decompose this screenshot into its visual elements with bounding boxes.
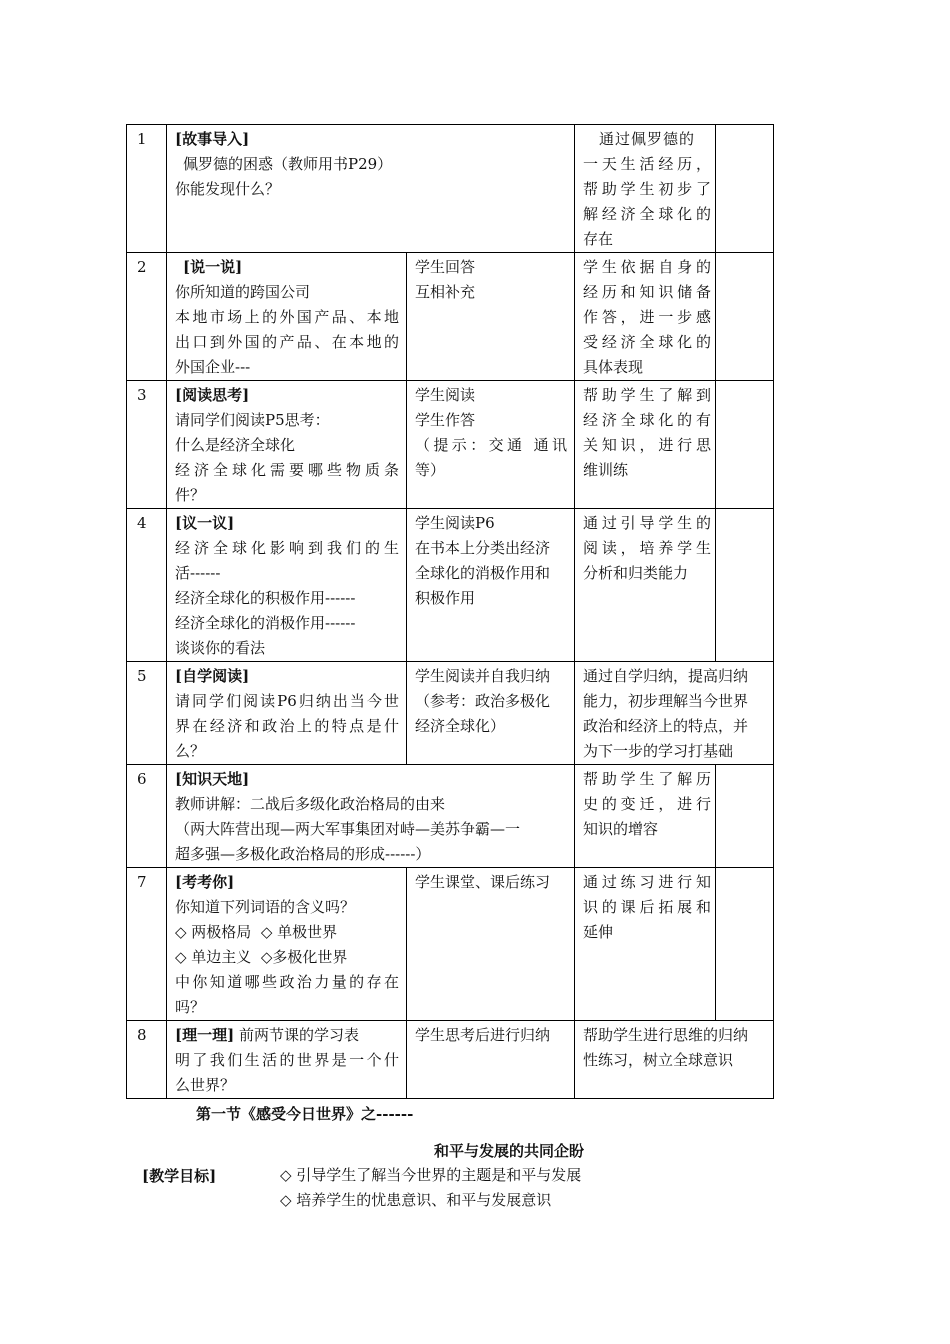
purpose-line: 具体表现: [583, 358, 644, 376]
purpose-cell: [575, 125, 716, 253]
content-line: 超多强—多极化政治格局的形成------）: [175, 845, 431, 863]
content-line: ◇ 两极格局 ◇ 单极世界: [175, 923, 338, 941]
content-cell: [167, 868, 407, 1021]
content-cell: [167, 125, 575, 253]
table-row: [127, 765, 774, 868]
purpose-line: 通过佩罗德的: [599, 130, 696, 148]
row-number: 1: [127, 125, 167, 253]
purpose-line: 性练习，树立全球意识: [583, 1051, 734, 1069]
content-line: 中你知道哪些政治力量的存在: [175, 973, 399, 991]
empty-cell: [716, 253, 774, 381]
content-line: 经济全球化的积极作用------: [175, 589, 356, 607]
table-row: [127, 253, 774, 381]
purpose-cell: [575, 868, 716, 1021]
section-title: 第一节《感受今日世界》之------: [196, 1105, 414, 1123]
purpose-cell: [575, 662, 774, 765]
row-title: [说一说]: [183, 258, 243, 276]
activity-cell: [407, 509, 575, 662]
section-subtitle: 和平与发展的共同企盼: [434, 1142, 585, 1160]
empty-cell: [716, 125, 774, 253]
purpose-line: 受经济全球化的: [583, 333, 711, 351]
content-line: 界在经济和政治上的特点是什: [175, 717, 399, 735]
activity-line: 互相补充: [415, 283, 476, 301]
empty-cell: [716, 509, 774, 662]
row-title: [考考你]: [175, 873, 235, 891]
content-line: 请同学们阅读P5思考：: [175, 411, 330, 429]
row-title: [阅读思考]: [175, 386, 250, 404]
purpose-line: 知识的增容: [583, 820, 659, 838]
purpose-line: 通过引导学生的: [583, 514, 711, 532]
activity-cell: [407, 253, 575, 381]
empty-cell: [716, 765, 774, 868]
table-row: [127, 868, 774, 1021]
activity-line: 学生回答: [415, 258, 476, 276]
purpose-line: 一天生活经历，: [583, 155, 711, 173]
activity-cell: [407, 1021, 575, 1099]
table-row: [127, 509, 774, 662]
activity-line: 学生阅读并自我归纳: [415, 667, 551, 685]
purpose-line: 分析和归类能力: [583, 564, 689, 582]
content-line: 佩罗德的困惑（教师用书P29）: [183, 155, 393, 173]
row-number: 8: [127, 1021, 167, 1099]
activity-line: 积极作用: [415, 589, 476, 607]
table-row: [127, 125, 774, 253]
purpose-line: 帮助学生了解历: [583, 770, 711, 788]
row-title: [自学阅读]: [175, 667, 250, 685]
purpose-line: 政治和经济上的特点，并: [583, 717, 749, 735]
row-title: [议一议]: [175, 514, 235, 532]
table-row: [127, 662, 774, 765]
purpose-line: 学生依据自身的: [583, 258, 711, 276]
content-line: 教师讲解：二战后多级化政治格局的由来: [175, 795, 446, 813]
content-line: 明了我们生活的世界是一个什: [175, 1051, 399, 1069]
activity-line: 学生阅读: [415, 386, 476, 404]
table-row: [127, 381, 774, 509]
content-line: 外国企业---: [175, 358, 251, 376]
content-cell: [167, 1021, 407, 1099]
purpose-cell: [575, 1021, 774, 1099]
activity-line: （参考：政治多极化: [415, 692, 551, 710]
content-line: ◇ 单边主义 ◇多极化世界: [175, 948, 348, 966]
content-line: 你能发现什么？: [175, 180, 281, 198]
row-title: [知识天地]: [175, 770, 250, 788]
content-line: 前两节课的学习表: [238, 1026, 359, 1044]
activity-line: 学生思考后进行归纳: [415, 1026, 551, 1044]
goals-label: [教学目标]: [142, 1167, 217, 1185]
content-line: 吗？: [175, 998, 206, 1016]
content-cell: [167, 381, 407, 509]
purpose-line: 史的变迁，进行: [583, 795, 711, 813]
activity-line: （提示：交通 通讯: [415, 436, 567, 454]
activity-line: 学生阅读P6: [415, 514, 495, 532]
content-cell: [167, 509, 407, 662]
content-line: [175, 1023, 399, 1048]
table-row: [127, 1021, 774, 1099]
purpose-line: 通过练习进行知: [583, 873, 711, 891]
content-line: 什么是经济全球化: [175, 436, 296, 454]
purpose-line: 阅读，培养学生: [583, 539, 711, 557]
content-line: 你知道下列词语的含义吗？: [175, 898, 356, 916]
purpose-line: 作答，进一步感: [583, 308, 711, 326]
purpose-line: 经历和知识储备: [583, 283, 711, 301]
activity-line: 学生课堂、课后练习: [415, 873, 551, 891]
content-line: 经济全球化需要哪些物质条: [175, 461, 399, 479]
row-title: [理一理]: [175, 1026, 235, 1044]
row-number: 7: [127, 868, 167, 1021]
purpose-line: 维训练: [583, 461, 629, 479]
activity-cell: [407, 381, 575, 509]
activity-line: 经济全球化）: [415, 717, 506, 735]
purpose-line: 关知识，进行思: [583, 436, 711, 454]
lesson-plan-table: [126, 124, 774, 1099]
purpose-cell: [575, 509, 716, 662]
activity-line: 等）: [415, 461, 446, 479]
activity-cell: [407, 868, 575, 1021]
content-line: 经济全球化的消极作用------: [175, 614, 356, 632]
content-cell: [167, 253, 407, 381]
row-number: 5: [127, 662, 167, 765]
content-line: （两大阵营出现—两大军事集团对峙—美苏争霸—一: [175, 820, 521, 838]
content-cell: [167, 765, 575, 868]
purpose-line: 能力，初步理解当今世界: [583, 692, 749, 710]
content-line: 本地市场上的外国产品、本地: [175, 308, 399, 326]
content-line: 谈谈你的看法: [175, 639, 266, 657]
purpose-line: 帮助学生了解到: [583, 386, 711, 404]
purpose-line: 存在: [583, 230, 614, 248]
purpose-line: 经济全球化的有: [583, 411, 711, 429]
content-line: 活------: [175, 564, 221, 582]
activity-line: 学生作答: [415, 411, 476, 429]
row-number: 6: [127, 765, 167, 868]
empty-cell: [716, 868, 774, 1021]
goal-item: ◇ 培养学生的忧患意识、和平与发展意识: [280, 1191, 552, 1209]
empty-cell: [716, 381, 774, 509]
purpose-line: 为下一步的学习打基础: [583, 742, 734, 760]
purpose-line: 帮助学生初步了: [583, 180, 711, 198]
row-number: 2: [127, 253, 167, 381]
content-line: 出口到外国的产品、在本地的: [175, 333, 399, 351]
activity-cell: [407, 662, 575, 765]
purpose-cell: [575, 765, 716, 868]
row-number: 3: [127, 381, 167, 509]
content-line: 请同学们阅读P6归纳出当今世: [175, 692, 399, 710]
activity-line: 在书本上分类出经济: [415, 539, 551, 557]
content-line: 经济全球化影响到我们的生: [175, 539, 399, 557]
purpose-cell: [575, 253, 716, 381]
content-line: 么？: [175, 742, 206, 760]
purpose-line: 识的课后拓展和: [583, 898, 711, 916]
purpose-line: 解经济全球化的: [583, 205, 711, 223]
content-line: 么世界？: [175, 1076, 236, 1094]
purpose-line: 通过自学归纳，提高归纳: [583, 667, 749, 685]
content-line: 件？: [175, 486, 206, 504]
content-cell: [167, 662, 407, 765]
activity-line: 全球化的消极作用和: [415, 564, 551, 582]
content-line: 你所知道的跨国公司: [175, 283, 311, 301]
purpose-line: 延伸: [583, 923, 614, 941]
purpose-line: 帮助学生进行思维的归纳: [583, 1026, 749, 1044]
purpose-cell: [575, 381, 716, 509]
row-number: 4: [127, 509, 167, 662]
row-title: [故事导入]: [175, 130, 250, 148]
goal-item: ◇ 引导学生了解当今世界的主题是和平与发展: [280, 1166, 582, 1184]
